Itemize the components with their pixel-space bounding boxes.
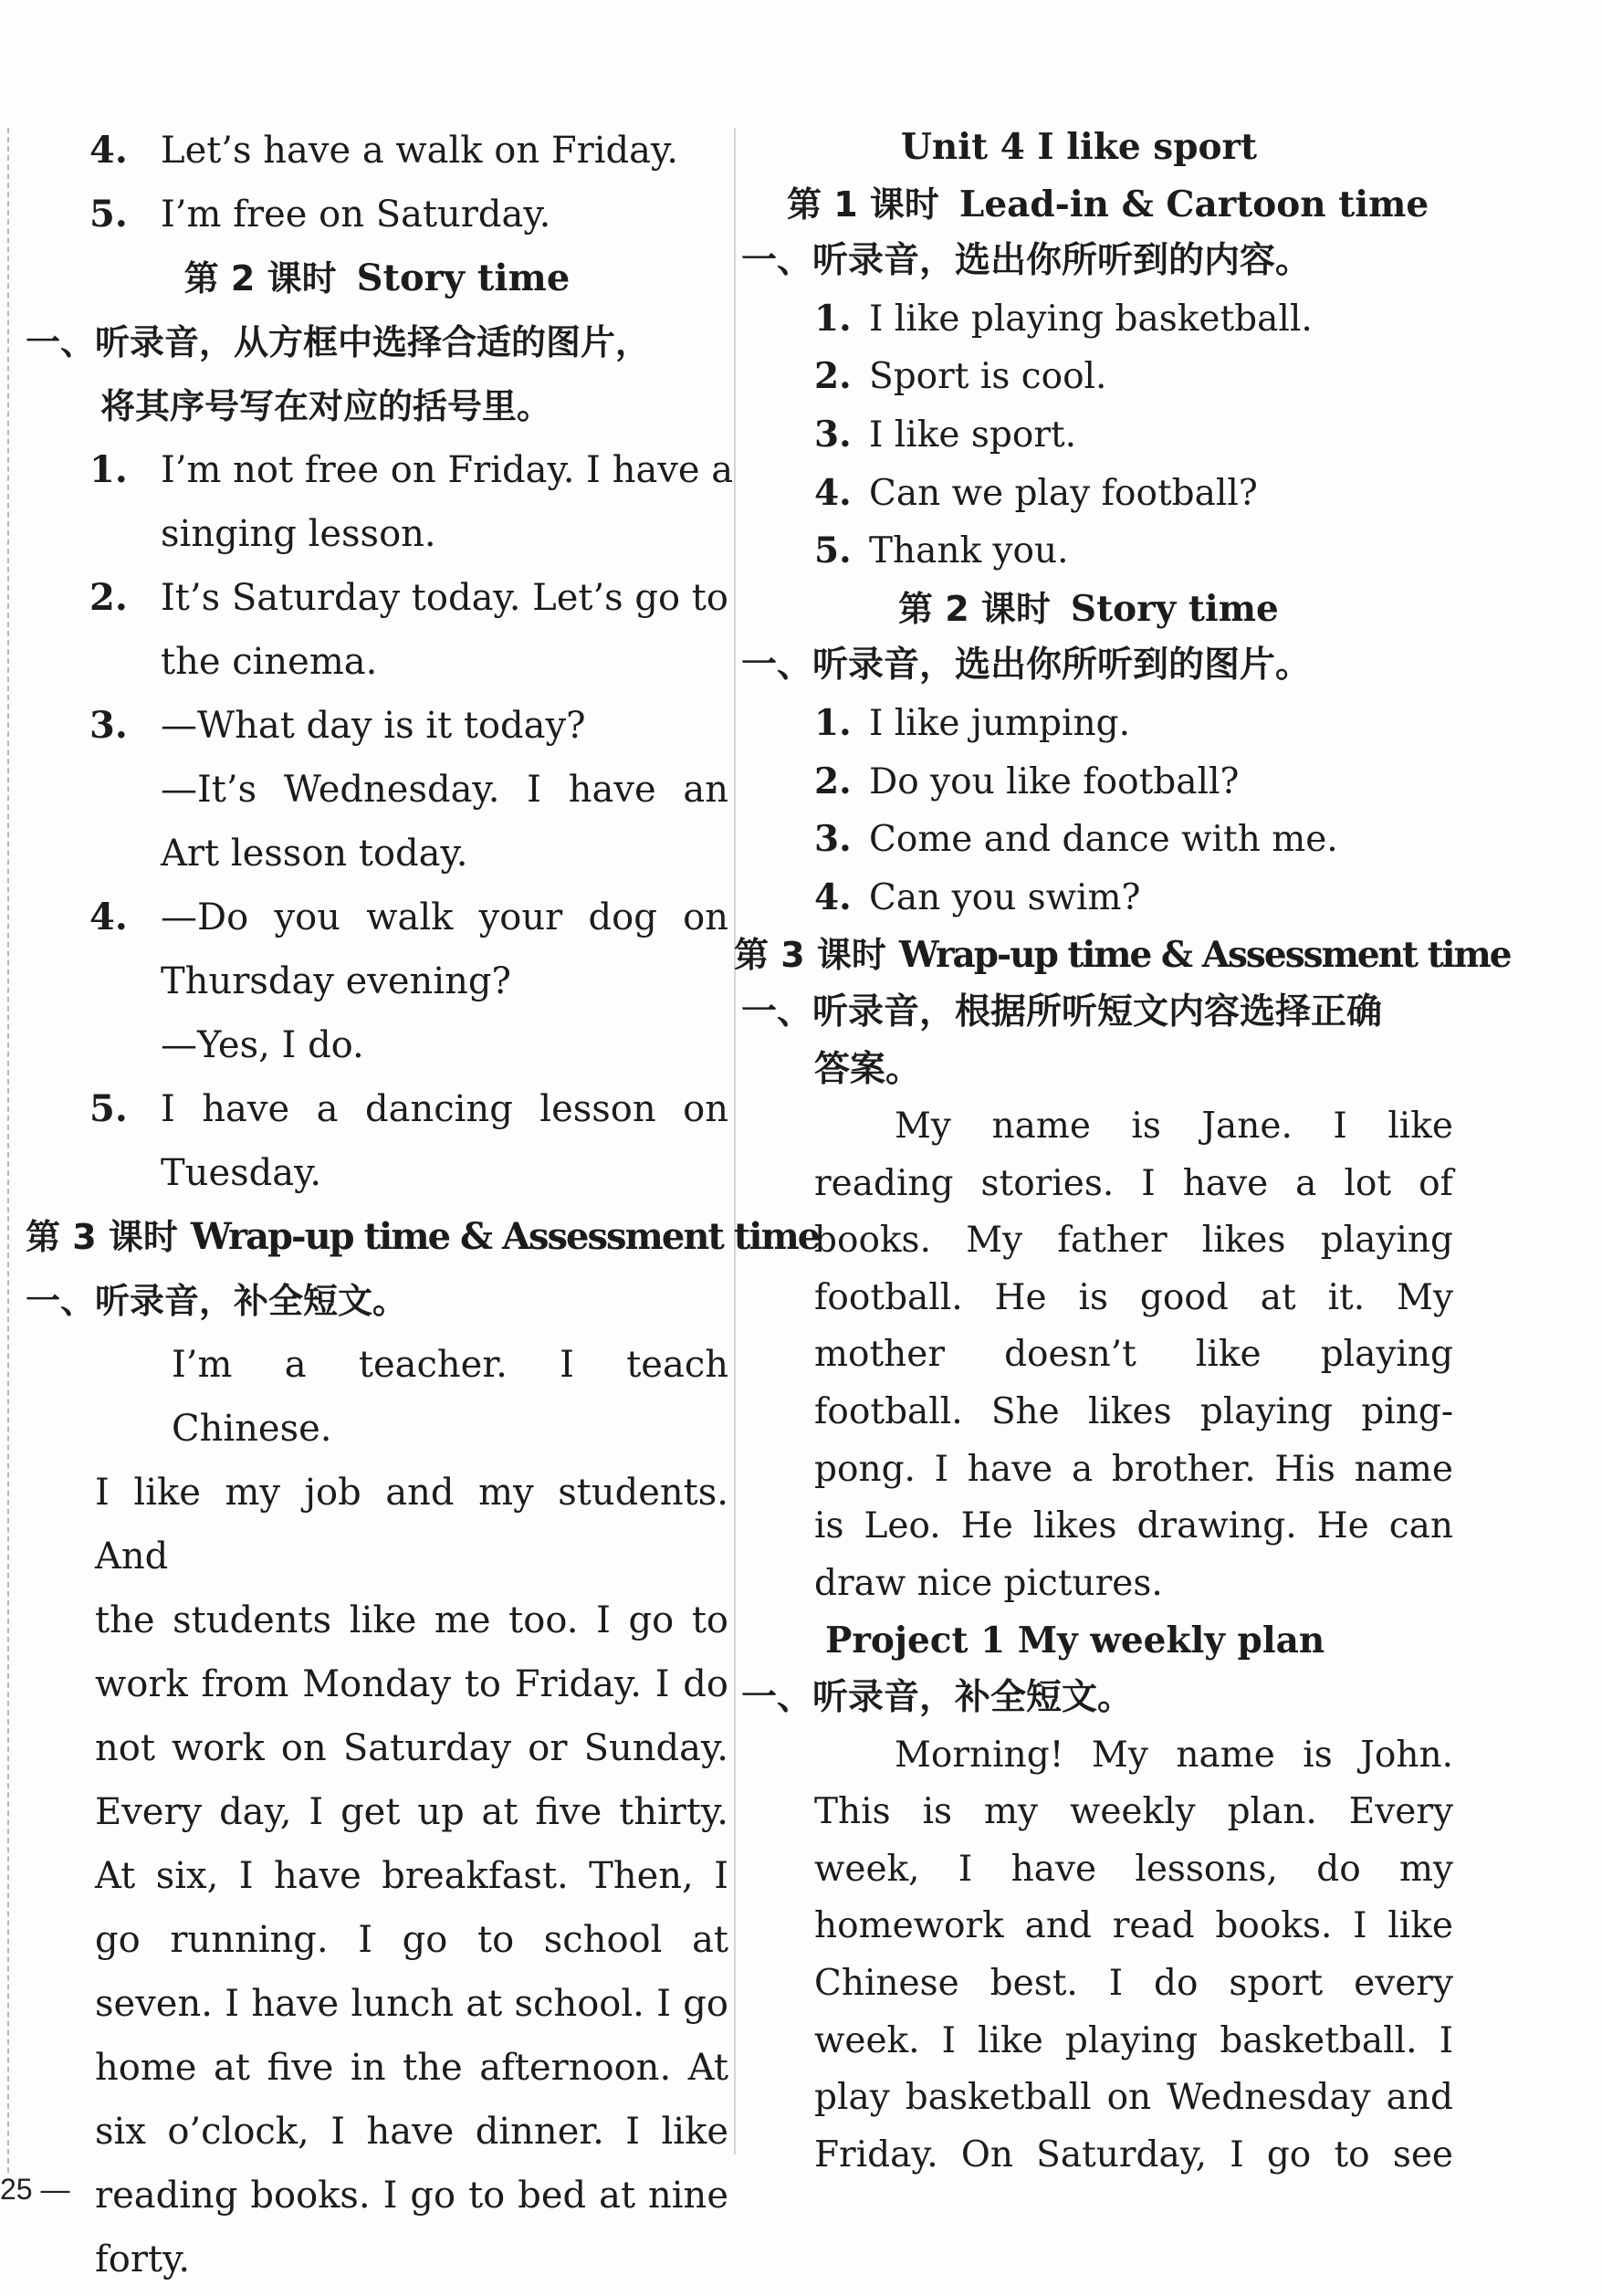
passage-line: not work on Saturday or Sunday. xyxy=(95,1727,728,1769)
list-item-continued: Thursday evening? xyxy=(161,960,511,1002)
passage-line: forty. xyxy=(95,2238,191,2280)
passage-line: football. He is good at it. My xyxy=(814,1276,1453,1318)
list-item: 2. Do you like football? xyxy=(814,760,1240,802)
passage-line: homework and read books. I like xyxy=(814,1905,1453,1947)
passage-line: reading stories. I have a lot of xyxy=(814,1162,1453,1204)
project-title: Project 1 My weekly plan xyxy=(825,1620,1325,1662)
list-item-continued: singing lesson. xyxy=(161,513,436,555)
instruction: 一、听录音，补全短文。 xyxy=(741,1677,1134,1719)
list-item-continued: —Yes, I do. xyxy=(161,1024,364,1066)
page-number: 25 — xyxy=(0,2173,70,2206)
list-item: 3. —What day is it today? xyxy=(89,704,586,747)
instruction: 一、听录音，补全短文。 xyxy=(26,1281,408,1321)
passage-line: week, I have lessons, do my xyxy=(814,1848,1453,1890)
passage-line: This is my weekly plan. Every xyxy=(814,1791,1453,1833)
list-item: 2. It’s Saturday today. Let’s go to xyxy=(89,576,728,619)
passage-line: books. My father likes playing xyxy=(814,1220,1453,1262)
list-item: 1. I’m not free on Friday. I have a xyxy=(89,448,734,491)
list-item: 3. I like sport. xyxy=(814,413,1077,456)
list-item: 2. Sport is cool. xyxy=(814,355,1107,398)
list-item-continued: —It’s Wednesday. I have an xyxy=(161,769,728,811)
list-item: 4. Can you swim? xyxy=(814,875,1141,918)
lesson-heading: 第 2 课时 Story time xyxy=(183,257,571,299)
passage-line: Chinese best. I do sport every xyxy=(814,1963,1453,2004)
instruction-continued: 答案。 xyxy=(814,1048,922,1090)
passage-line: six o’clock, I have dinner. I like xyxy=(95,2111,728,2153)
passage-line: week. I like playing basketball. I xyxy=(814,2019,1453,2061)
passage-line: seven. I have lunch at school. I go xyxy=(95,1983,728,2025)
list-item-continued: Tuesday. xyxy=(161,1152,322,1194)
list-item-continued: Art lesson today. xyxy=(161,833,468,875)
lesson-heading: 第 1 课时 Lead-in & Cartoon time xyxy=(787,183,1429,225)
passage-line: My name is Jane. I like xyxy=(895,1106,1453,1148)
instruction: 一、听录音，根据所听短文内容选择正确 xyxy=(741,991,1383,1033)
instruction: 一、听录音，选出你所听到的图片。 xyxy=(741,645,1312,687)
list-item: 5. I’m free on Saturday. xyxy=(89,193,551,236)
list-item: 5. I have a dancing lesson on xyxy=(89,1087,728,1130)
list-item: 1. I like playing basketball. xyxy=(814,297,1313,340)
passage-line: pong. I have a brother. His name xyxy=(814,1448,1453,1490)
unit-title: Unit 4 I like sport xyxy=(900,126,1258,168)
passage-line: Friday. On Saturday, I go to see xyxy=(814,2133,1453,2175)
passage-line: Every day, I get up at five thirty. xyxy=(95,1791,728,1833)
lesson-heading: 第 3 课时 Wrap-up time & Assessment time xyxy=(734,934,1511,977)
passage-line: draw nice pictures. xyxy=(814,1562,1163,1604)
binding-dashed-line xyxy=(7,128,9,2173)
list-item: 4. Can we play football? xyxy=(814,471,1258,514)
passage-line: work from Monday to Friday. I do xyxy=(95,1663,728,1705)
lesson-heading: 第 3 课时 Wrap-up time & Assessment time xyxy=(26,1215,820,1258)
passage-line: I like my job and my students. And xyxy=(95,1472,728,1578)
passage-line: football. She likes playing ping- xyxy=(814,1391,1453,1433)
instruction-continued: 将其序号写在对应的括号里。 xyxy=(100,386,552,426)
left-column xyxy=(26,119,820,2291)
passage-line: is Leo. He likes drawing. He can xyxy=(814,1505,1453,1547)
passage-line: At six, I have breakfast. Then, I xyxy=(95,1855,728,1897)
list-item: 5. Thank you. xyxy=(814,529,1069,572)
passage-line: the students like me too. I go to xyxy=(95,1599,728,1641)
right-column xyxy=(734,119,1511,2184)
passage-line: home at five in the afternoon. At xyxy=(95,2047,728,2089)
list-item: 4. Let’s have a walk on Friday. xyxy=(89,129,678,172)
instruction: 一、听录音，选出你所听到的内容。 xyxy=(741,240,1312,282)
lesson-heading: 第 2 课时 Story time xyxy=(898,587,1279,630)
column-divider xyxy=(734,128,736,2154)
passage-line: play basketball on Wednesday and xyxy=(814,2077,1453,2119)
instruction: 一、听录音，从方框中选择合适的图片， xyxy=(26,322,651,362)
list-item-continued: the cinema. xyxy=(161,641,378,683)
passage-line: Morning! My name is John. xyxy=(895,1734,1453,1776)
list-item: 1. I like jumping. xyxy=(814,701,1130,744)
passage-line: mother doesn’t like playing xyxy=(814,1334,1453,1376)
passage-line: go running. I go to school at xyxy=(95,1919,728,1961)
list-item: 3. Come and dance with me. xyxy=(814,818,1338,861)
passage-line: I’m a teacher. I teach Chinese. xyxy=(172,1344,728,1450)
passage-line: reading books. I go to bed at nine xyxy=(95,2175,728,2217)
list-item: 4. —Do you walk your dog on xyxy=(89,896,728,938)
